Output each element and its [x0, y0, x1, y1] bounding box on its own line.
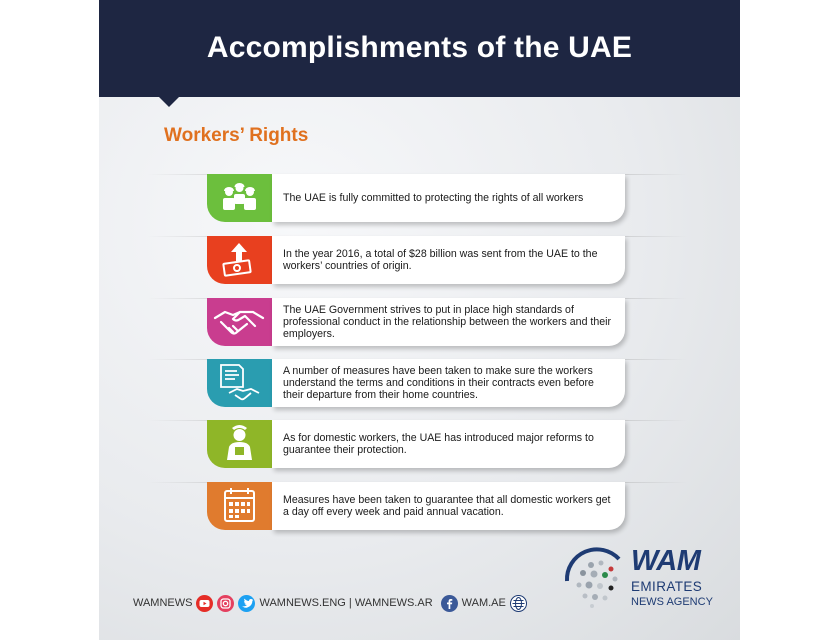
handle-wam-ae: WAM.AE — [461, 597, 506, 609]
item-text: Measures have been taken to guarantee that all domestic workers get a day off every week and paid annual vacation. — [283, 494, 611, 518]
item-text: The UAE Government strives to put in place high standards of professional conduct in the relationship between the workers and their employers. — [283, 304, 612, 340]
item-text: The UAE is fully committed to protecting the rights of all workers — [283, 192, 584, 204]
social-footer — [133, 589, 531, 617]
facebook-icon[interactable] — [441, 595, 458, 612]
logo-line2: NEWS AGENCY — [631, 596, 713, 608]
logo-wordmark: WAM — [631, 545, 701, 577]
globe-icon[interactable] — [510, 595, 527, 612]
list-item — [207, 236, 627, 284]
page-title: Accomplishments of the UAE — [206, 31, 633, 64]
wam-logo — [561, 541, 721, 613]
logo-line1: EMIRATES — [631, 579, 703, 594]
handle-wamnews-eng-ar: WAMNEWS.ENG | WAMNEWS.AR — [259, 597, 433, 609]
handshake-icon — [207, 298, 272, 346]
item-text: A number of measures have been taken to make sure the workers understand the terms and conditions in their contracts even before their departure from their home countries. — [283, 365, 594, 401]
header-notch — [159, 97, 179, 107]
list-item — [207, 359, 627, 407]
list-item — [207, 174, 627, 222]
infographic-card — [99, 0, 740, 640]
instagram-icon[interactable] — [217, 595, 234, 612]
handle-wamnews: WAMNEWS — [133, 597, 193, 609]
list-item — [207, 420, 627, 468]
money-transfer-icon — [207, 236, 272, 284]
twitter-icon[interactable] — [238, 595, 255, 612]
domestic-worker-icon — [207, 420, 272, 468]
youtube-icon[interactable] — [196, 595, 213, 612]
contract-handshake-icon — [207, 359, 272, 407]
item-text: In the year 2016, a total of $28 billion was sent from the UAE to the workers’ countries of origin. — [283, 248, 598, 272]
calendar-icon — [207, 482, 272, 530]
workers-group-icon — [207, 174, 272, 222]
header-banner — [99, 0, 740, 97]
wam-globe-icon — [561, 541, 629, 613]
list-item — [207, 298, 627, 346]
item-text: As for domestic workers, the UAE has introduced major reforms to guarantee their protection. — [283, 432, 594, 456]
list-item — [207, 482, 627, 530]
section-title: Workers’ Rights — [164, 125, 309, 146]
